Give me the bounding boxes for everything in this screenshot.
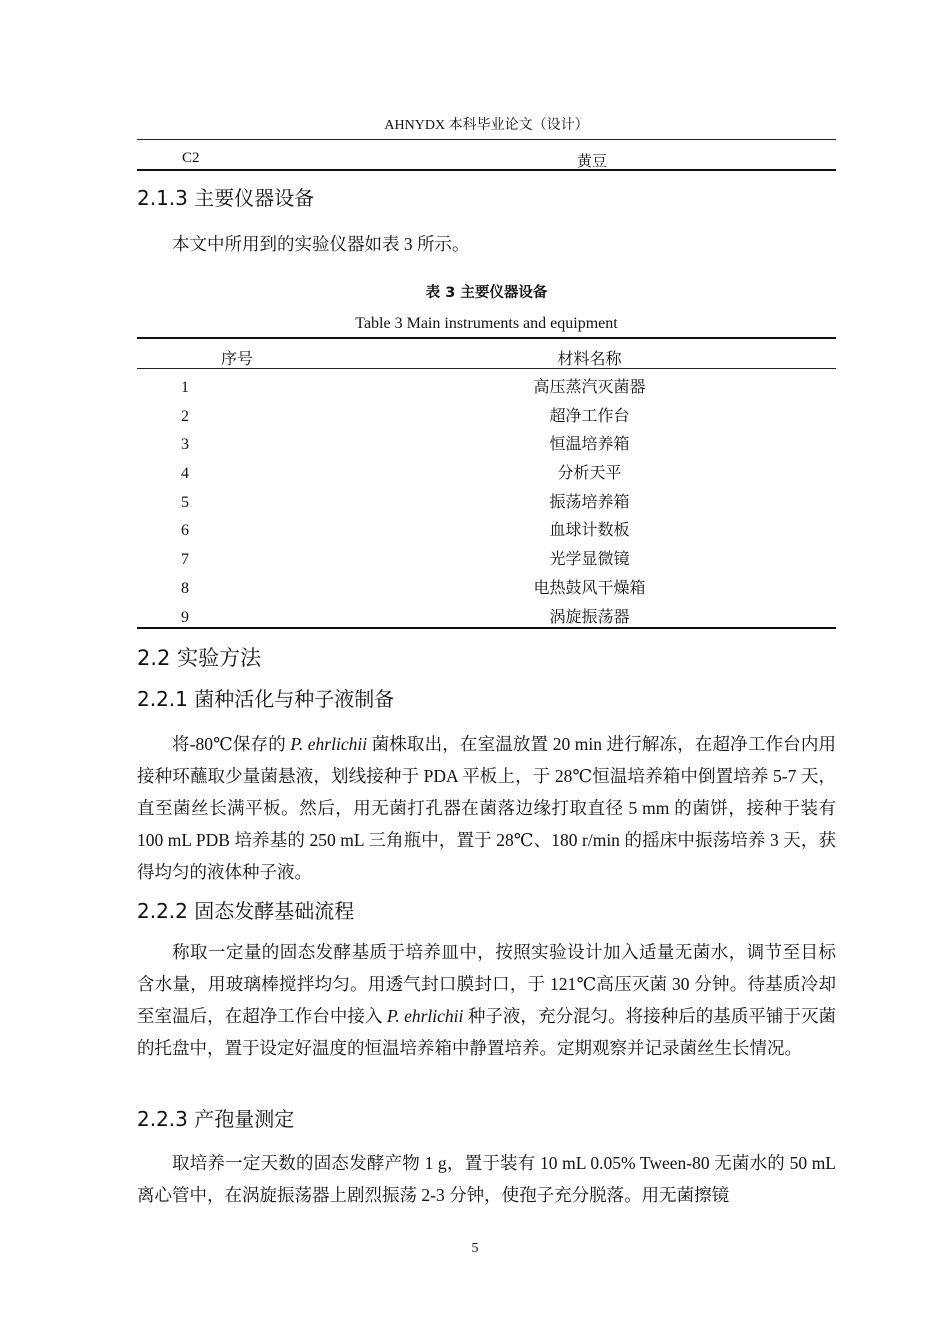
row-name: 光学显微镜 (549, 551, 630, 569)
row-number: 1 (181, 379, 189, 396)
section-heading-2-2-2: 2.2.2 固态发酵基础流程 (137, 899, 355, 923)
row-number: 5 (181, 493, 189, 511)
paragraph-2-2-1 (137, 728, 836, 888)
text: 菌株取出，在室温放置 20 min 进行解冻，在超净工作台内用接种环蘸取少量菌悬液，划线接种于 PDA 平板上，于 28℃恒温培养箱中倒置培养 5-7 天，直至菌丝长满平板。然后，用无菌打孔器在菌落边缘打取直径 5 mm 的菌饼，接种于装有 100 mL PDB 培养基的 250 mL 三角瓶中，置于 28℃、180 r/min 的摇床中振荡培养 3 天，获得均匀的液体种子液。 (137, 734, 836, 882)
paragraph-2-2-2 (137, 936, 836, 1064)
section-heading-2-2-3: 2.2.3 产孢量测定 (137, 1107, 295, 1131)
table-top-rule (137, 337, 836, 339)
row-number: 6 (181, 522, 189, 540)
table-header (137, 346, 836, 368)
row-number: 7 (181, 551, 189, 569)
paragraph-2-2-3 (137, 1147, 836, 1211)
table-body (137, 374, 836, 632)
row-number: 3 (181, 436, 189, 454)
table-caption-cn: 表 3 主要仪器设备 (425, 285, 548, 301)
table-header-name: 材料名称 (557, 351, 622, 368)
text: 称取一定量的固态发酵基质于培养皿中，按照实验设计加入适量无菌水，调节至目标含水量，用玻璃棒搅拌均匀。用透气封口膜封口，于 121℃高压灭菌 30 分钟。待基质冷却至室温后，在超净工作台中接入 (137, 942, 836, 1026)
previous-table-bottom-rule (137, 169, 836, 171)
table-bottom-rule (137, 627, 836, 629)
text: 将-80℃保存的 (172, 734, 291, 754)
page-number: 5 (471, 1241, 479, 1256)
prev-row-code: C2 (182, 150, 200, 166)
row-number: 4 (181, 465, 189, 483)
table-row (137, 489, 836, 518)
running-header: AHNYDX 本科毕业论文（设计） (384, 118, 589, 133)
row-name: 分析天平 (557, 465, 622, 483)
header-rule (137, 139, 836, 140)
species-name: P. ehrlichii (386, 1006, 464, 1026)
table-row (137, 575, 836, 604)
table-row (137, 374, 836, 403)
section-heading-2-2-1: 2.2.1 菌种活化与种子液制备 (137, 687, 395, 711)
table-header-number: 序号 (220, 351, 253, 368)
row-name: 高压蒸汽灭菌器 (533, 379, 646, 396)
section-heading-2-1-3: 2.1.3 主要仪器设备 (137, 186, 315, 210)
row-name: 涡旋振荡器 (549, 608, 630, 626)
text: 种子液，充分混匀。将接种后的基质平铺于灭菌的托盘中，置于设定好温度的恒温培养箱中静置培养。定期观察并记录菌丝生长情况。 (137, 1006, 836, 1058)
table-row (137, 546, 836, 575)
row-number: 2 (181, 407, 189, 425)
section-heading-2-2: 2.2 实验方法 (137, 646, 262, 670)
prev-row-name: 黄豆 (576, 154, 607, 170)
row-name: 超净工作台 (549, 407, 630, 425)
row-name: 振荡培养箱 (549, 493, 630, 511)
row-number: 9 (181, 608, 189, 626)
section-intro-2-1-3: 本文中所用到的实验仪器如表 3 所示。 (172, 234, 470, 254)
table-row (137, 517, 836, 546)
previous-table-last-row (137, 150, 836, 170)
table-row (137, 431, 836, 460)
table-caption-en: Table 3 Main instruments and equipment (355, 315, 618, 332)
row-name: 电热鼓风干燥箱 (533, 579, 646, 597)
row-name: 血球计数板 (549, 522, 630, 540)
text: 取培养一定天数的固态发酵产物 1 g，置于装有 10 mL 0.05% Tween-80 无菌水的 50 mL 离心管中，在涡旋振荡器上剧烈振荡 2-3 分钟，使孢子充分脱落。用无菌擦镜 (137, 1153, 836, 1205)
row-name: 恒温培养箱 (549, 436, 630, 454)
table-row (137, 403, 836, 432)
row-number: 8 (181, 579, 189, 597)
table-row (137, 460, 836, 489)
species-name: P. ehrlichii (290, 734, 368, 754)
table-header-rule (137, 368, 836, 369)
